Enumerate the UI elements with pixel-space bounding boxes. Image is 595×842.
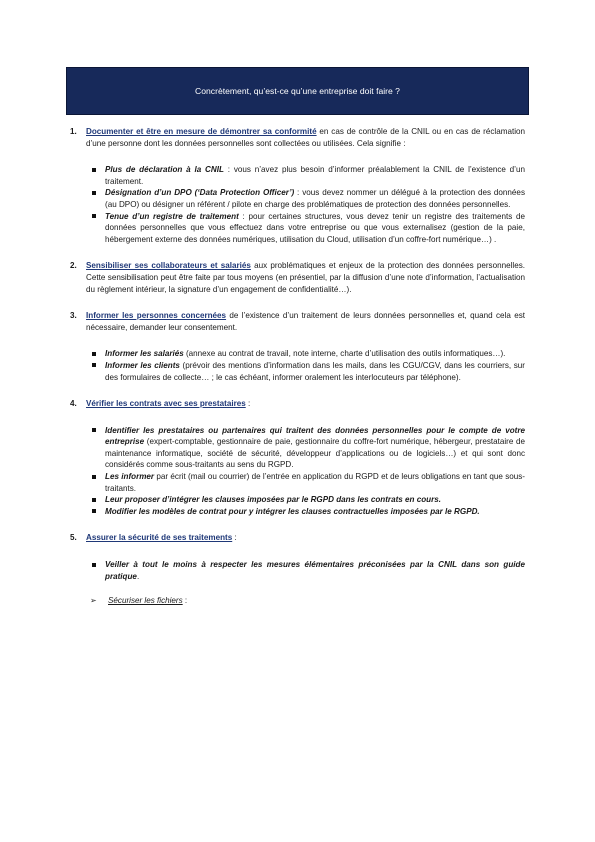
section-5 <box>70 532 525 544</box>
section-2 <box>70 260 525 295</box>
item-text: (prévoir des mentions d’information dans les mails, dans les CGU/CGV, dans les courriers, sur des formulaires de collecte… ; le cas échéant, informer oralement les interlocuteurs par téléphone). <box>105 360 525 382</box>
section-text: : <box>245 399 251 409</box>
arrow-icon: ➢ <box>90 596 97 606</box>
section-number: 5. <box>70 533 77 543</box>
section-heading: Sensibiliser ses collaborateurs et salariés <box>86 261 251 271</box>
section-number: 4. <box>70 399 77 409</box>
section-heading: Vérifier les contrats avec ses prestataires <box>86 399 246 409</box>
item-emphasis: Plus de déclaration à la CNIL <box>105 165 224 175</box>
item-emphasis: Identifier les prestataires ou partenaires qui traitent des données personnelles pour le compte de votre entreprise <box>105 425 525 447</box>
item-emphasis: Désignation d’un DPO (‘Data Protection Officer’) <box>105 188 295 198</box>
section-heading: Documenter et être en mesure de démontrer sa conformité <box>86 127 317 136</box>
section-3 <box>70 310 525 333</box>
list-item <box>105 211 525 246</box>
sub-item-label: Sécuriser les fichiers <box>108 596 183 606</box>
item-emphasis: Les informer <box>105 472 155 482</box>
sub-item-text: : <box>182 596 188 606</box>
list-item <box>105 471 525 494</box>
list-item <box>105 494 525 506</box>
section-text: : <box>232 533 237 543</box>
list-item <box>105 425 525 471</box>
list-item <box>105 360 525 383</box>
item-emphasis: Leur proposer d’intégrer les clauses imposées par le RGPD dans les contrats en cours. <box>105 495 442 505</box>
list-item <box>105 348 525 360</box>
item-emphasis: Modifier les modèles de contrat pour y intégrer les clauses contractuelles imposées par le RGPD. <box>105 506 480 516</box>
document-body <box>70 126 525 607</box>
bullet-list <box>70 348 525 383</box>
item-text: : vous n’avez plus besoin d’informer préalablement la CNIL de l’existence d’un traitement. <box>105 165 525 186</box>
item-text: : pour certaines structures, vous devez tenir un registre des traitements de données personnelles que vous effectuez dans votre entreprise ou que vous externalisez (gestion de la paie, hébergement externe des données numériques, utilisation du Cloud, utilisation d’un coffre-fort numérique…) . <box>105 211 525 244</box>
item-text: : vous devez nommer un délégué à la protection des données (au DPO) ou désigner un référent / pilote en charge des problématiques de protection des données personnelles. <box>105 188 525 209</box>
section-text: de l’existence d’un traitement de leurs données personnelles et, quand cela est nécessaire, demander leur consentement. <box>86 311 525 332</box>
section-4 <box>70 398 525 410</box>
section-number: 3. <box>70 311 77 321</box>
section-text: aux problématiques et enjeux de la protection des données personnelles. Cette sensibilisation peut être faite par tous moyens (en présentiel, par la diffusion d’une note d’information, l’actualisation du règlement intérieur, la signature d’un engagement de confidentialité…). <box>86 261 526 294</box>
bullet-list <box>70 559 525 582</box>
banner-title: Concrètement, qu’est-ce qu’une entreprise doit faire ? <box>195 86 400 96</box>
item-text: par écrit (mail ou courrier) de l’entrée en application du RGPD et de leurs obligations en tant que sous-traitants. <box>105 472 526 493</box>
list-item <box>105 559 525 582</box>
item-emphasis: Veiller à tout le moins à respecter les mesures élémentaires préconisées par la CNIL dans son guide pratique <box>105 560 525 581</box>
section-text: en cas de contrôle de la CNIL ou en cas de réclamation d’une personne dont les données personnelles sont collectées ou utilisées. Cela signifie : <box>86 127 526 148</box>
section-number: 2. <box>70 261 77 271</box>
item-text: . <box>136 571 140 581</box>
list-item <box>105 164 525 187</box>
bullet-list <box>70 425 525 518</box>
list-item <box>105 506 525 518</box>
item-emphasis: Informer les salariés <box>105 349 184 359</box>
section-heading: Assurer la sécurité de ses traitements <box>86 533 233 543</box>
list-item <box>105 187 525 210</box>
section-heading: Informer les personnes concernées <box>86 311 227 321</box>
bullet-list <box>70 164 525 245</box>
sub-item <box>90 595 525 607</box>
item-emphasis: Informer les clients <box>105 360 180 370</box>
item-emphasis: Tenue d’un registre de traitement <box>105 211 239 221</box>
item-text: (annexe au contrat de travail, note interne, charte d’utilisation des outils informatiques…). <box>183 349 506 359</box>
section-1 <box>70 126 525 149</box>
section-number: 1. <box>70 127 77 136</box>
item-text: (expert-comptable, gestionnaire de paie, gestionnaire du coffre-fort numérique, hébergeur, prestataire de maintenance informatique, société de sécurité, développeur d’applications ou de logiciels…) et qui sont donc considérés comme sous-traitants au sens du RGPD. <box>105 437 525 470</box>
title-banner <box>66 67 529 115</box>
